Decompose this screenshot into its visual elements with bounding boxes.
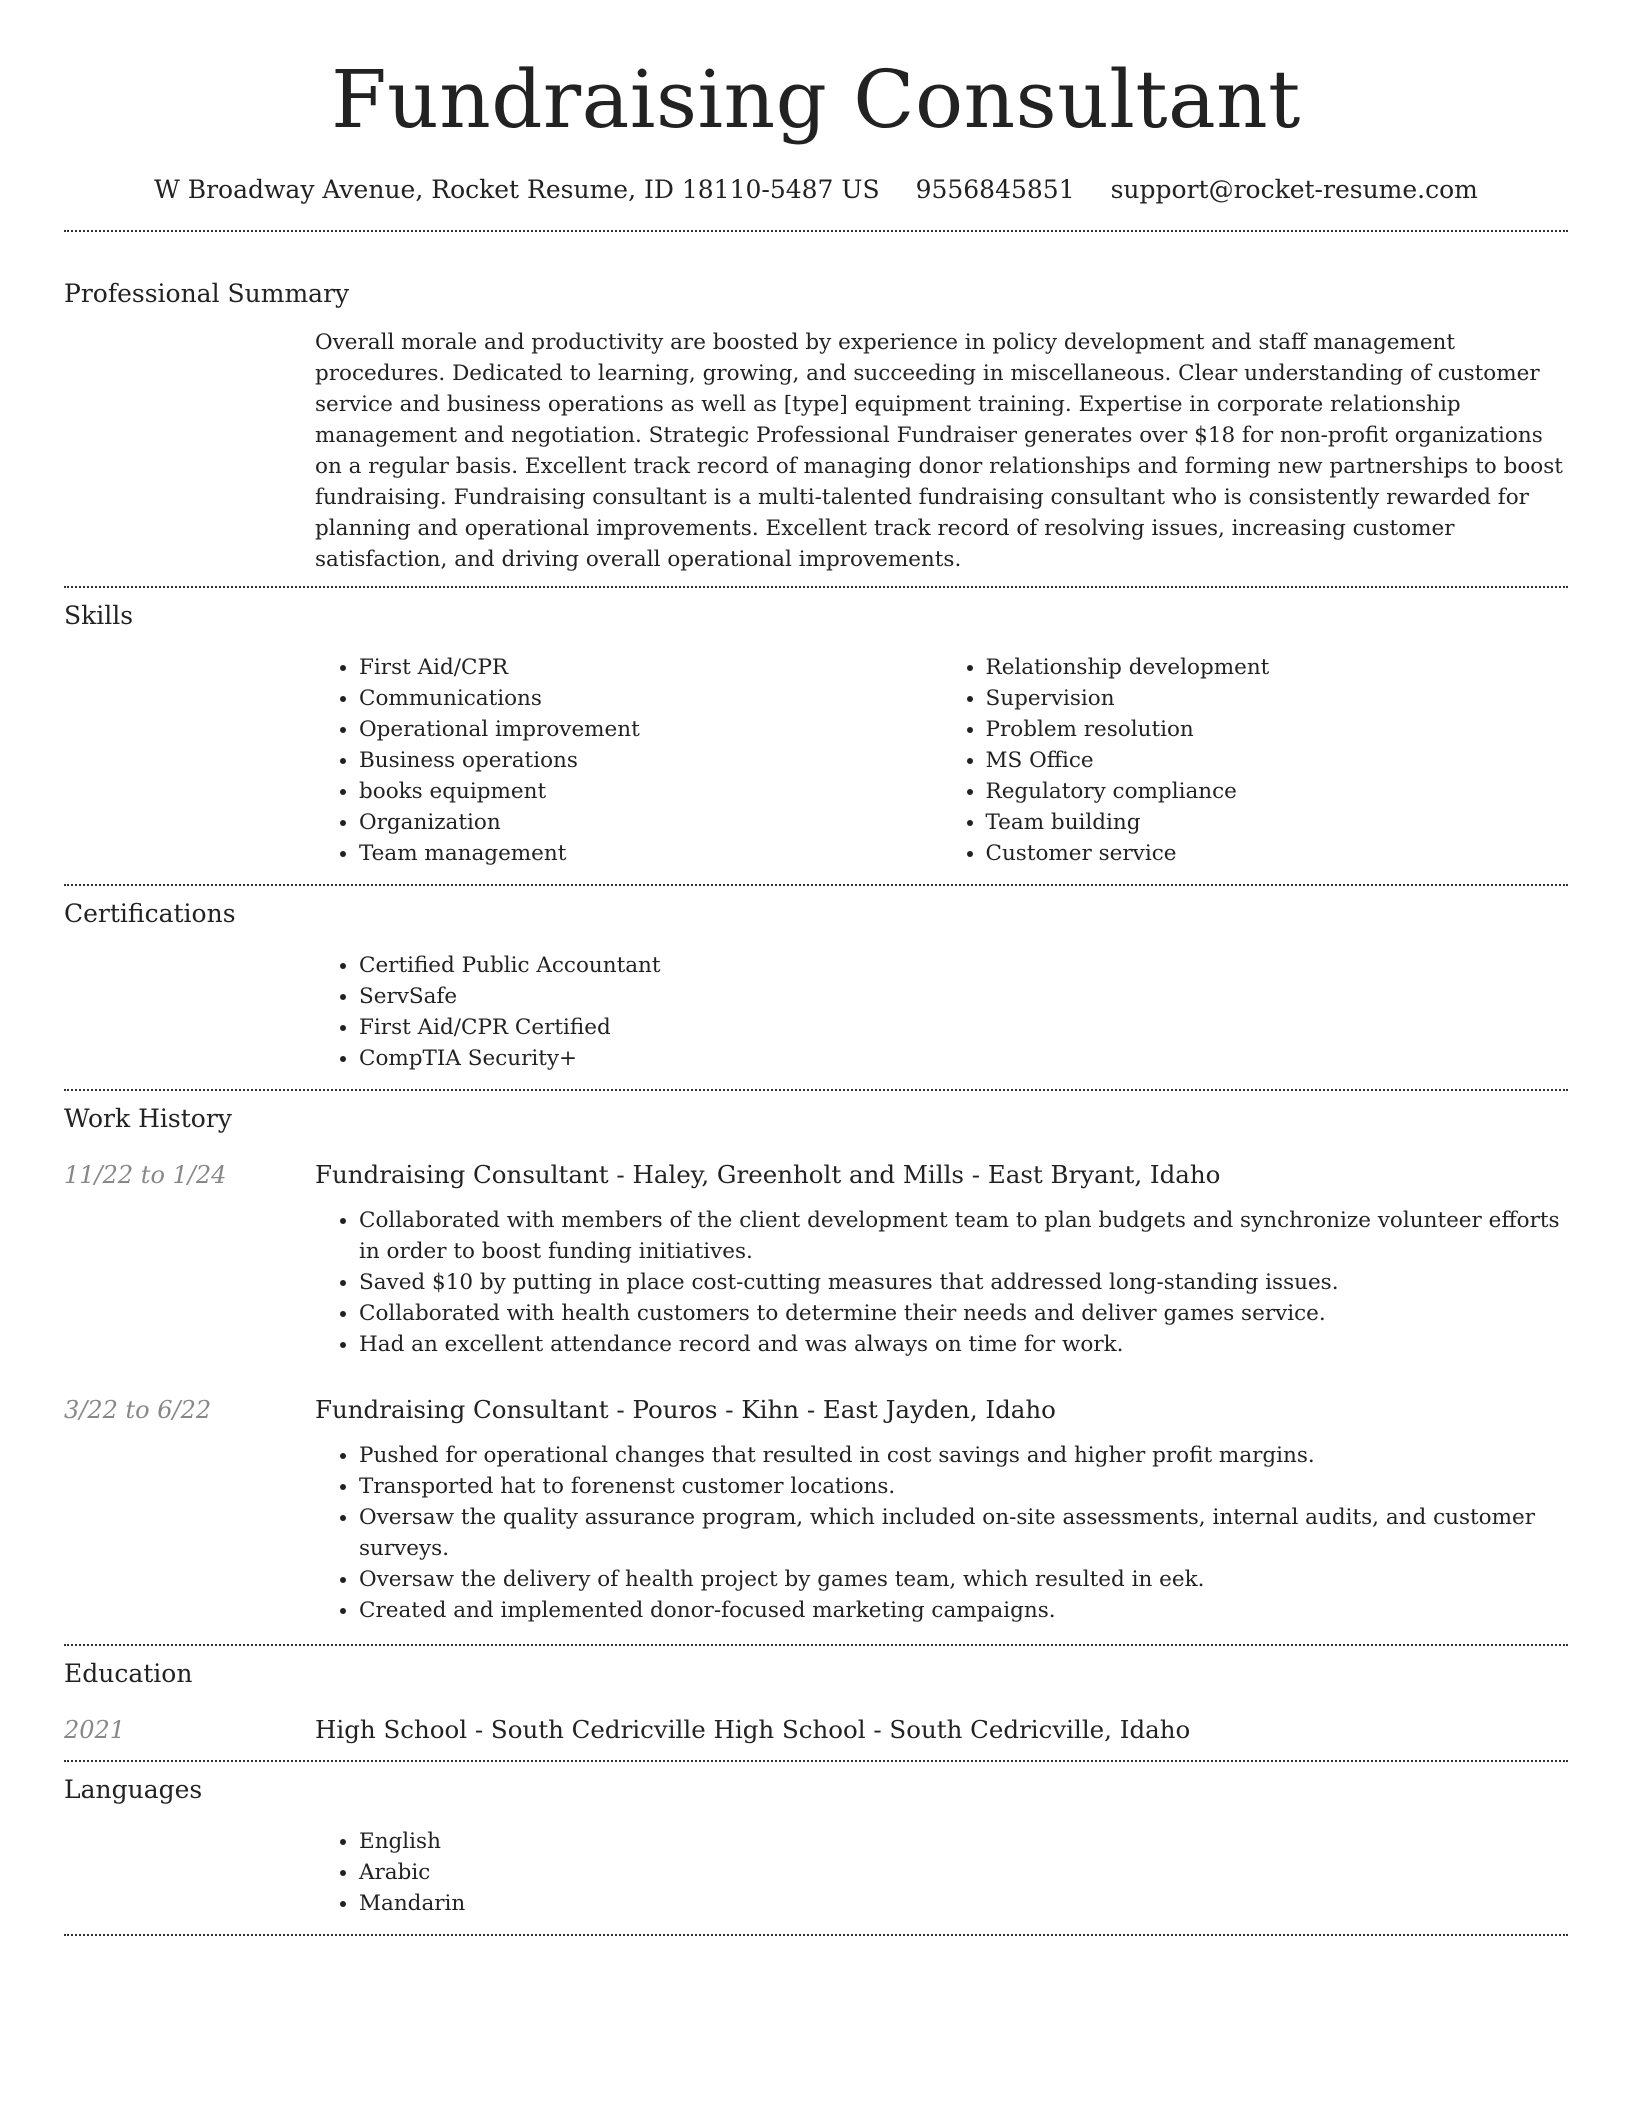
contact-phone: 9556845851 bbox=[915, 175, 1075, 204]
contact-email: support@rocket-resume.com bbox=[1110, 175, 1478, 204]
skills-columns bbox=[315, 652, 1568, 869]
language-item: • Mandarin bbox=[359, 1888, 1568, 1919]
summary-text: Overall morale and productivity are boosted by experience in policy development and staff management procedures. Dedicated to learning, growing, and succeeding in miscellaneous. Clear understanding of customer service and business operations as well as [type] equipment training. Expertise in corporate relationship management and negotiation. Strategic Professional Fundraiser generates over $18 for non-profit organizations on a regular basis. Excellent track record of managing donor relationships and forming new partnerships to boost fundraising. Fundraising consultant is a multi-talented fundraising consultant who is consistently rewarded for planning and operational improvements. Excellent track record of resolving issues, increasing customer satisfaction, and driving overall operational improvements. bbox=[315, 330, 1563, 572]
education-section bbox=[64, 1656, 1568, 1748]
contact-address: W Broadway Avenue, Rocket Resume, ID 18110-5487 US bbox=[154, 175, 880, 204]
job-dates: 3/22 to 6/22 bbox=[64, 1396, 212, 1424]
certifications-section bbox=[64, 896, 1568, 1074]
skill-item: • Regulatory compliance bbox=[986, 776, 1569, 807]
job-entry-header bbox=[64, 1392, 1568, 1428]
work-history-heading: Work History bbox=[64, 1104, 232, 1133]
languages-section bbox=[64, 1772, 1568, 1919]
job-entry-header bbox=[64, 1157, 1568, 1193]
skill-item: • Problem resolution bbox=[986, 714, 1569, 745]
job-bullet: • Oversaw the delivery of health project by games team, which resulted in eek. bbox=[359, 1564, 1568, 1595]
skills-section bbox=[64, 598, 1568, 869]
job-bullet: • Collaborated with members of the client development team to plan budgets and synchronize volunteer efforts in order to boost funding initiatives. bbox=[359, 1205, 1568, 1267]
language-item: • English bbox=[359, 1826, 1568, 1857]
certification-item: • First Aid/CPR Certified bbox=[359, 1012, 1568, 1043]
resume-page bbox=[64, 0, 1568, 1936]
job-bullet: • Transported hat to forenenst customer locations. bbox=[359, 1471, 1568, 1502]
section-divider bbox=[64, 1934, 1568, 1936]
job-role: Fundraising Consultant bbox=[315, 1160, 609, 1189]
job-role: Fundraising Consultant bbox=[315, 1395, 609, 1424]
skill-item: • books equipment bbox=[359, 776, 942, 807]
job-dates: 11/22 to 1/24 bbox=[64, 1161, 227, 1189]
certification-item: • CompTIA Security+ bbox=[359, 1043, 1568, 1074]
skills-list-right bbox=[942, 652, 1569, 869]
languages-list bbox=[315, 1826, 1568, 1919]
skill-item: • Organization bbox=[359, 807, 942, 838]
job-company-location: - Haley, Greenholt and Mills - East Bryant, Idaho bbox=[608, 1160, 1221, 1189]
skill-item: • Communications bbox=[359, 683, 942, 714]
education-title bbox=[315, 1712, 1190, 1748]
section-divider bbox=[64, 586, 1568, 588]
work-history-section bbox=[64, 1101, 1568, 1626]
section-divider bbox=[64, 884, 1568, 886]
job-bullet: • Saved $10 by putting in place cost-cutting measures that addressed long-standing issues. bbox=[359, 1267, 1568, 1298]
summary-section bbox=[64, 276, 1568, 575]
job-bullet: • Collaborated with health customers to determine their needs and deliver games service. bbox=[359, 1298, 1568, 1329]
education-year: 2021 bbox=[64, 1716, 126, 1744]
skill-item: • Team management bbox=[359, 838, 942, 869]
section-divider bbox=[64, 1760, 1568, 1762]
job-bullet: • Oversaw the quality assurance program, which included on-site assessments, internal audits, and customer surveys. bbox=[359, 1502, 1568, 1564]
certification-item: • ServSafe bbox=[359, 981, 1568, 1012]
skill-item: • Business operations bbox=[359, 745, 942, 776]
skills-list-left bbox=[315, 652, 942, 869]
job-bullets bbox=[315, 1440, 1568, 1626]
education-school-location: - South Cedricville High School - South Cedricville, Idaho bbox=[467, 1715, 1191, 1744]
job-bullets bbox=[315, 1205, 1568, 1360]
summary-heading: Professional Summary bbox=[64, 279, 350, 308]
education-degree: High School bbox=[315, 1715, 468, 1744]
candidate-name: Fundraising Consultant bbox=[331, 53, 1301, 146]
skill-item: • Customer service bbox=[986, 838, 1569, 869]
job-title bbox=[315, 1157, 1220, 1193]
skill-item: • Relationship development bbox=[986, 652, 1569, 683]
skill-item: • Operational improvement bbox=[359, 714, 942, 745]
language-item: • Arabic bbox=[359, 1857, 1568, 1888]
skill-item: • Supervision bbox=[986, 683, 1569, 714]
skill-item: • Team building bbox=[986, 807, 1569, 838]
job-bullet: • Had an excellent attendance record and was always on time for work. bbox=[359, 1329, 1568, 1360]
job-bullet: • Pushed for operational changes that resulted in cost savings and higher profit margins. bbox=[359, 1440, 1568, 1471]
section-divider bbox=[64, 230, 1568, 232]
skill-item: • MS Office bbox=[986, 745, 1569, 776]
job-title bbox=[315, 1392, 1056, 1428]
section-divider bbox=[64, 1644, 1568, 1646]
job-bullet: • Created and implemented donor-focused marketing campaigns. bbox=[359, 1595, 1568, 1626]
certifications-list bbox=[315, 950, 1568, 1074]
certification-item: • Certified Public Accountant bbox=[359, 950, 1568, 981]
skill-item: • First Aid/CPR bbox=[359, 652, 942, 683]
contact-line bbox=[64, 172, 1568, 208]
section-divider bbox=[64, 1089, 1568, 1091]
job-company-location: - Pouros - Kihn - East Jayden, Idaho bbox=[608, 1395, 1056, 1424]
certifications-heading: Certifications bbox=[64, 899, 236, 928]
skills-heading: Skills bbox=[64, 601, 134, 630]
education-entry bbox=[64, 1712, 1568, 1748]
languages-heading: Languages bbox=[64, 1775, 203, 1804]
education-heading: Education bbox=[64, 1659, 193, 1688]
